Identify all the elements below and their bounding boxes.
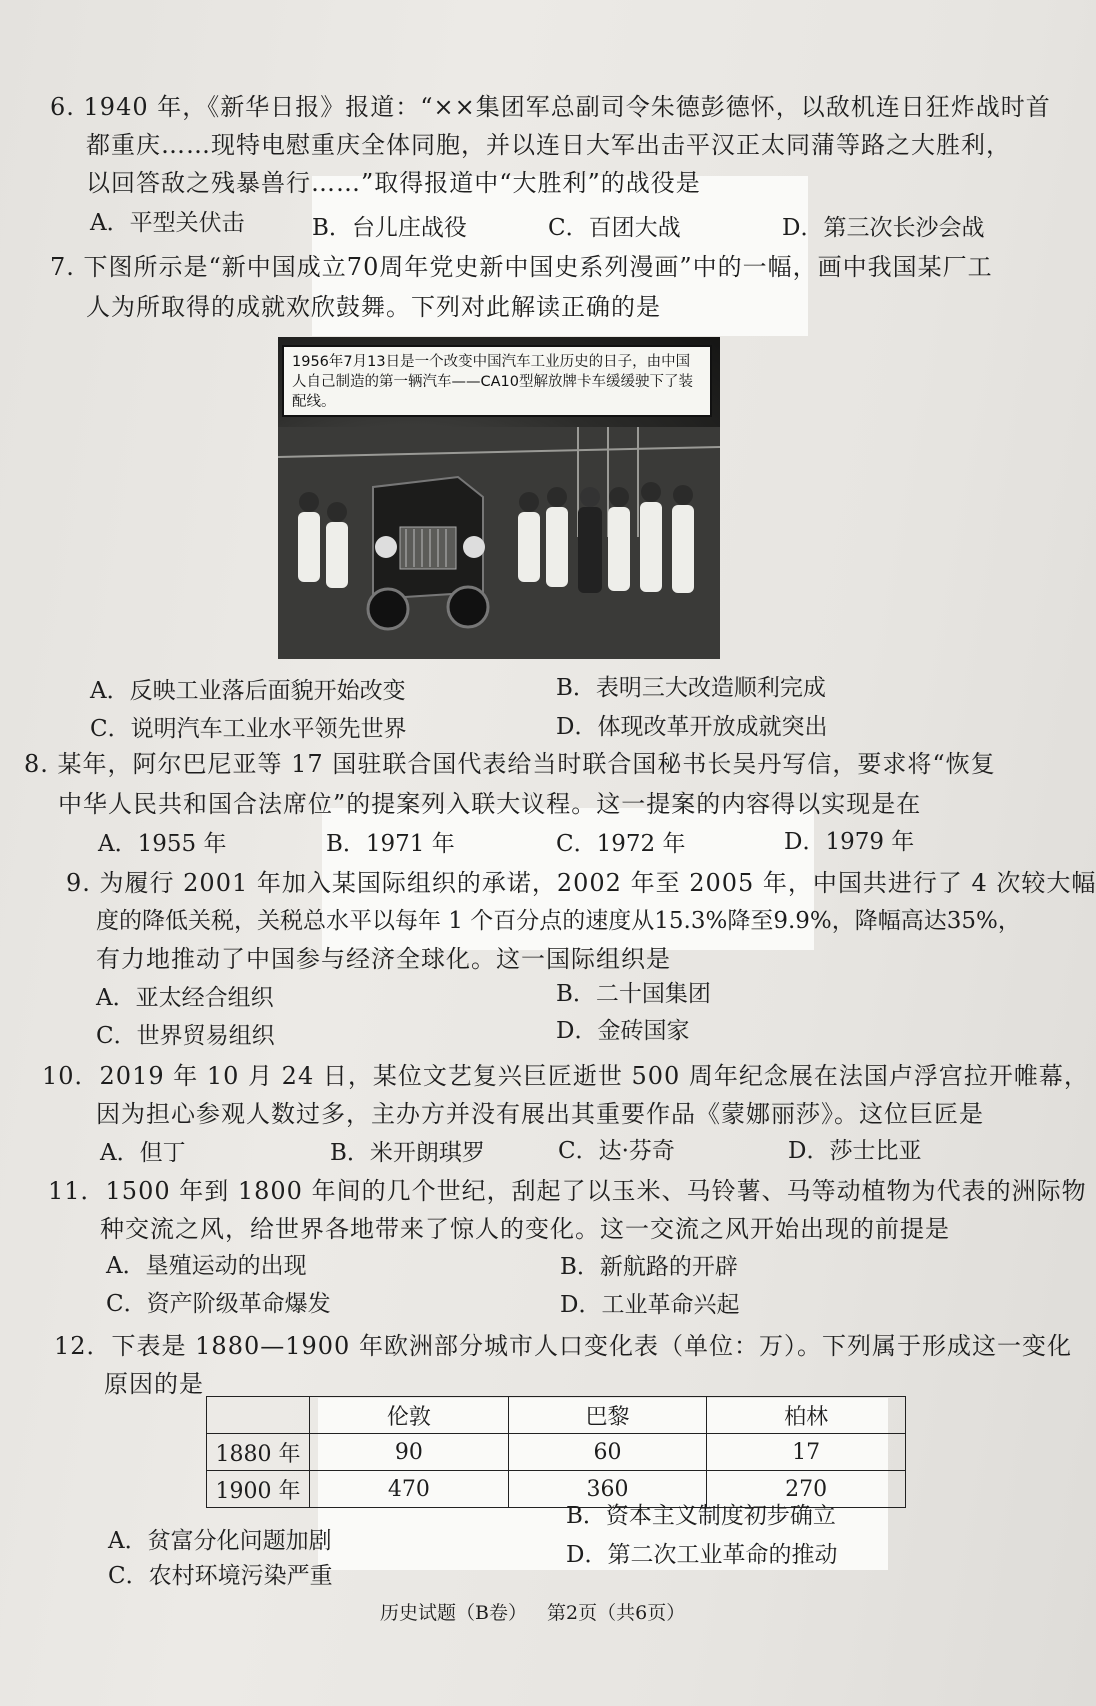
q11-option-b[interactable]: B．新航路的开辟 — [560, 1254, 738, 1280]
table-cell: 270 — [707, 1471, 906, 1508]
table-cell: 60 — [508, 1434, 707, 1471]
q9-line-1: 9. 为履行 2001 年加入某国际组织的承诺，2002 年至 2005 年，中国共进行了 4 次较大幅 — [66, 869, 1096, 897]
table-cell-year: 1880 年 — [207, 1434, 310, 1471]
q9-option-b[interactable]: B．二十国集团 — [556, 981, 711, 1007]
table-header-cell: 柏林 — [707, 1397, 906, 1434]
q12-line-1: 12．下表是 1880—1900 年欧洲部分城市人口变化表（单位：万）。下列属于形成这一变化 — [54, 1332, 1072, 1360]
q6-line-2: 都重庆……现特电慰重庆全体同胞，并以连日大军出击平汉正太同蒲等路之大胜利， — [86, 131, 1011, 159]
q11-option-a[interactable]: A．垦殖运动的出现 — [106, 1253, 307, 1279]
q11-option-d[interactable]: D．工业革命兴起 — [560, 1292, 740, 1318]
q10-option-b[interactable]: B．米开朗琪罗 — [330, 1140, 485, 1166]
q7-line-2: 人为所取得的成就欢欣鼓舞。下列对此解读正确的是 — [86, 293, 661, 321]
q8-option-b[interactable]: B．1971 年 — [326, 831, 455, 857]
q8-option-c[interactable]: C．1972 年 — [556, 831, 686, 857]
q6-option-a[interactable]: A．平型关伏击 — [90, 210, 245, 236]
table-cell: 90 — [310, 1434, 509, 1471]
table-row — [207, 1434, 906, 1471]
table-header-row — [207, 1397, 906, 1434]
table-cell: 17 — [707, 1434, 906, 1471]
q12-option-d[interactable]: D．第二次工业革命的推动 — [566, 1542, 838, 1568]
table-header-cell: 巴黎 — [508, 1397, 707, 1434]
table-header-cell: 伦敦 — [310, 1397, 509, 1434]
footer-subject: 历史试题（B卷） — [380, 1602, 527, 1624]
footer-page-number: 第2页（共6页） — [547, 1602, 686, 1624]
q7-line-1: 7. 下图所示是“新中国成立70周年党史新中国史系列漫画”中的一幅，画中我国某厂工 — [50, 253, 993, 281]
q6-option-c[interactable]: C．百团大战 — [548, 215, 681, 241]
q12-option-b[interactable]: B．资本主义制度初步确立 — [566, 1503, 836, 1529]
q10-line-1: 10．2019 年 10 月 24 日，某位文艺复兴巨匠逝世 500 周年纪念展在法国卢浮宫拉开帷幕， — [42, 1062, 1089, 1090]
q6-option-b[interactable]: B．台儿庄战役 — [312, 215, 467, 241]
q9-option-d[interactable]: D．金砖国家 — [556, 1018, 690, 1044]
table-header-cell — [207, 1397, 310, 1434]
population-table — [206, 1396, 906, 1508]
q10-option-c[interactable]: C．达·芬奇 — [558, 1138, 675, 1164]
q12-line-2: 原因的是 — [104, 1370, 204, 1398]
table-cell-year: 1900 年 — [207, 1471, 310, 1508]
q6-line-1: 6. 1940 年，《新华日报》报道：“××集团军总副司令朱德彭德怀，以敌机连日狂炸战时首 — [50, 93, 1051, 121]
q7-option-b[interactable]: B．表明三大改造顺利完成 — [556, 675, 826, 701]
q8-line-2: 中华人民共和国合法席位”的提案列入联大议程。这一提案的内容得以实现是在 — [58, 790, 922, 818]
q11-option-c[interactable]: C．资产阶级革命爆发 — [106, 1291, 331, 1317]
q8-option-a[interactable]: A．1955 年 — [98, 831, 227, 857]
q7-option-c[interactable]: C．说明汽车工业水平领先世界 — [90, 716, 407, 742]
table-cell: 470 — [310, 1471, 509, 1508]
q9-line-2: 度的降低关税，关税总水平以每年 1 个百分点的速度从15.3%降至9.9%，降幅高达35%， — [96, 908, 1021, 934]
q11-line-1: 11．1500 年到 1800 年间的几个世纪，刮起了以玉米、马铃薯、马等动植物为代表的洲际物 — [48, 1177, 1087, 1205]
q8-line-1: 8. 某年，阿尔巴尼亚等 17 国驻联合国代表给当时联合国秘书长吴丹写信，要求将“恢复 — [24, 750, 996, 778]
q7-option-d[interactable]: D．体现改革开放成就突出 — [556, 714, 828, 740]
cartoon-caption: 1956年7月13日是一个改变中国汽车工业历史的日子，由中国人自己制造的第一辆汽车——CA10型解放牌卡车缓缓驶下了装配线。 — [282, 345, 712, 417]
q6-line-3: 以回答敌之残暴兽行……”取得报道中“大胜利”的战役是 — [86, 169, 701, 197]
q10-option-d[interactable]: D．莎士比亚 — [788, 1138, 922, 1164]
q7-option-a[interactable]: A．反映工业落后面貌开始改变 — [90, 678, 406, 704]
q12-option-a[interactable]: A．贫富分化问题加剧 — [108, 1528, 332, 1554]
table-cell: 360 — [508, 1471, 707, 1508]
q9-option-c[interactable]: C．世界贸易组织 — [96, 1023, 275, 1049]
q12-option-c[interactable]: C．农村环境污染严重 — [108, 1563, 333, 1589]
q10-option-a[interactable]: A．但丁 — [100, 1140, 186, 1166]
q8-option-d[interactable]: D．1979 年 — [784, 829, 915, 855]
q9-option-a[interactable]: A．亚太经合组织 — [96, 985, 274, 1011]
page-footer — [380, 1598, 685, 1625]
q6-option-d[interactable]: D．第三次长沙会战 — [782, 215, 985, 241]
q10-line-2: 因为担心参观人数过多，主办方并没有展出其重要作品《蒙娜丽莎》。这位巨匠是 — [96, 1100, 984, 1128]
q11-line-2: 种交流之风，给世界各地带来了惊人的变化。这一交流之风开始出现的前提是 — [100, 1215, 950, 1243]
q9-line-3: 有力地推动了中国参与经济全球化。这一国际组织是 — [96, 945, 671, 973]
